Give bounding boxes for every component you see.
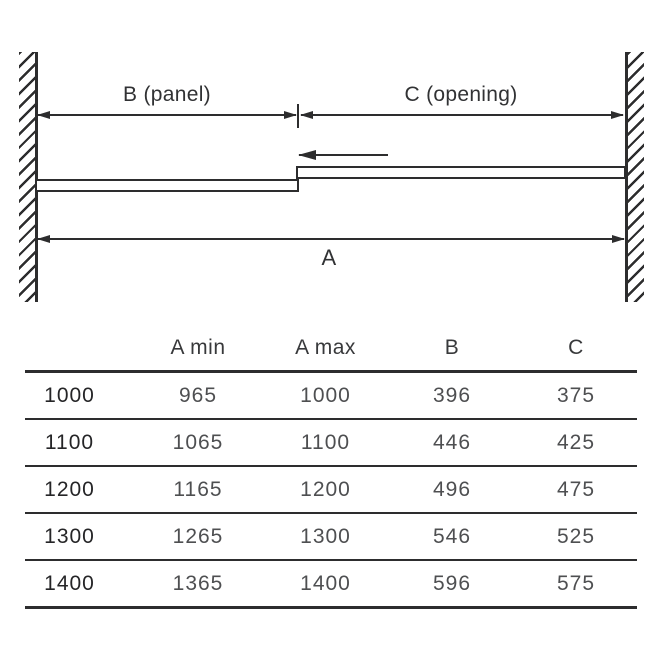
header-a-min: A min (170, 336, 226, 359)
dim-label-b: B (panel) (123, 83, 211, 106)
dim-divider-tick (297, 104, 299, 128)
table-row (25, 467, 637, 514)
fixed-panel (35, 179, 299, 192)
table-header-row (25, 326, 637, 373)
cell-a-min: 1165 (173, 477, 223, 501)
cell-a-min: 1065 (172, 430, 224, 454)
cell-a-min: 965 (178, 383, 218, 407)
sliding-panel (296, 166, 626, 179)
right-wall-hatch (628, 52, 644, 302)
dim-line-b (38, 114, 296, 116)
cell-b: 496 (432, 477, 472, 501)
left-wall-hatch (19, 52, 35, 302)
table-row (25, 373, 637, 420)
dim-line-a (38, 238, 624, 240)
cell-size: 1000 (44, 383, 95, 407)
arrowhead-right-icon (284, 111, 297, 119)
table-row (25, 420, 637, 467)
dimensions-table (25, 326, 637, 609)
cell-b: 596 (432, 571, 472, 595)
header-a-max: A max (295, 336, 356, 359)
arrowhead-left-icon (37, 235, 50, 243)
cell-c: 575 (556, 571, 596, 595)
cell-size: 1300 (44, 524, 95, 548)
cell-size: 1200 (44, 477, 95, 501)
cell-a-max: 1200 (300, 477, 351, 501)
cell-b: 396 (432, 383, 472, 407)
dim-label-a: A (321, 245, 337, 270)
cell-size: 1100 (44, 430, 95, 454)
cell-c: 475 (556, 477, 596, 501)
cell-a-min: 1365 (172, 571, 224, 595)
table-row (25, 514, 637, 561)
cell-a-max: 1100 (300, 430, 351, 454)
arrowhead-right-icon (612, 235, 625, 243)
slide-direction-arrow (299, 154, 388, 156)
arrowhead-right-icon (611, 111, 624, 119)
cell-a-max: 1300 (300, 524, 351, 548)
header-c: C (568, 336, 584, 359)
arrowhead-left-icon (37, 111, 50, 119)
cell-c: 375 (556, 383, 596, 407)
cell-a-max: 1400 (300, 571, 351, 595)
technical-diagram (0, 0, 662, 320)
table-row (25, 561, 637, 609)
cell-size: 1400 (44, 571, 95, 595)
dim-line-c (301, 114, 623, 116)
cell-c: 525 (556, 524, 596, 548)
arrowhead-left-icon (300, 111, 313, 119)
cell-a-min: 1265 (172, 524, 224, 548)
header-b: B (444, 336, 460, 359)
cell-a-max: 1000 (300, 383, 351, 407)
arrowhead-left-icon (298, 150, 316, 160)
cell-c: 425 (556, 430, 596, 454)
dim-label-c: C (opening) (404, 83, 518, 106)
cell-b: 546 (432, 524, 472, 548)
cell-b: 446 (432, 430, 472, 454)
left-wall-line (35, 52, 38, 302)
